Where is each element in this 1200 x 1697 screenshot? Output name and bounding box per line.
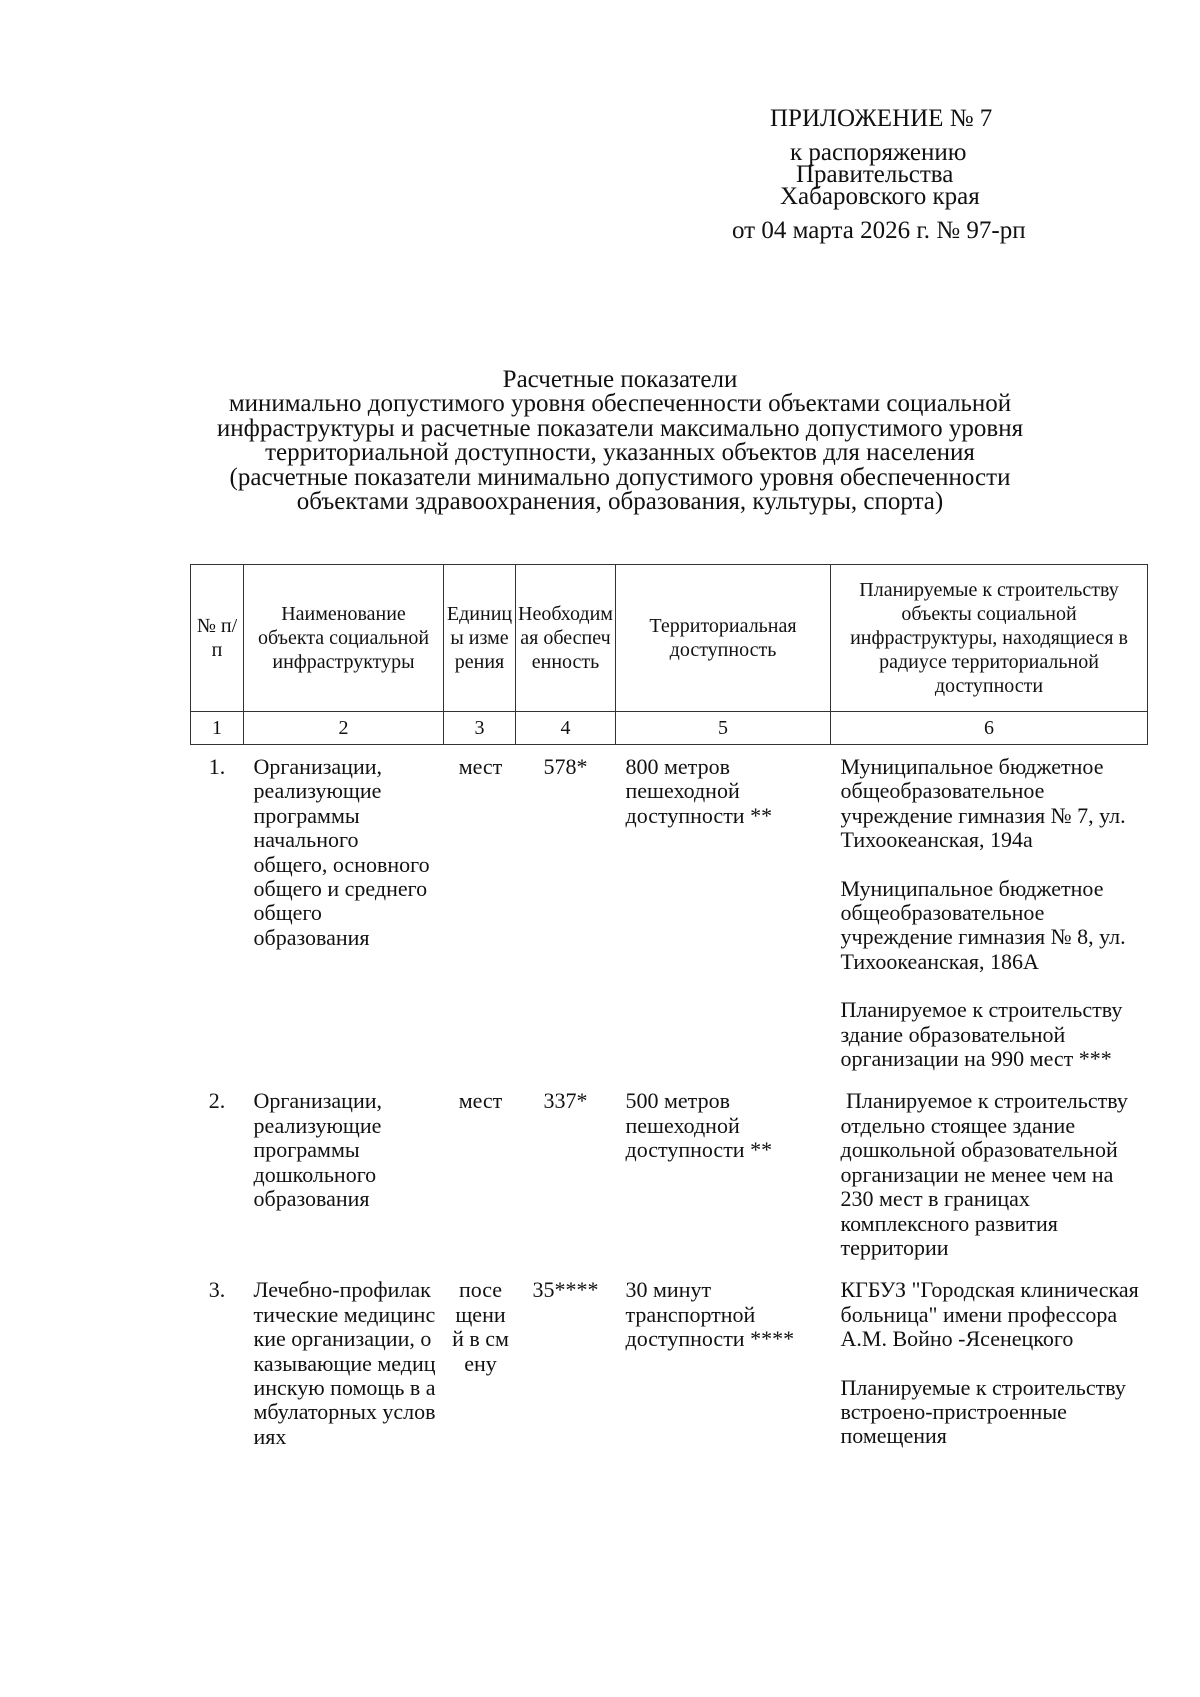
row-number: 2.: [208, 1088, 226, 1114]
planned-object: Планируемые к строительству встроено-пристроенные помещения: [840, 1374, 1126, 1449]
header-territorial-access: Территориальная доступность: [616, 565, 831, 712]
appendix-number: ПРИЛОЖЕНИЕ № 7: [770, 105, 993, 132]
planned-objects: [831, 745, 1148, 1080]
row-number: 3.: [208, 1277, 226, 1303]
required-provision: 35****: [532, 1277, 599, 1303]
header-planned-objects: Планируемые к строительству объекты социальной инфраструктуры, находящиеся в радиусе территориальной доступности: [831, 565, 1148, 712]
planned-object: Муниципальное бюджетное общеобразовательное учреждение гимназия № 7, ул. Тихоокеанская, 194а: [840, 754, 1126, 853]
title-line: инфраструктуры и расчетные показатели максимально допустимого уровня: [216, 414, 1024, 442]
column-numbers-row: [191, 712, 1148, 745]
table-row: [191, 745, 1148, 1080]
title-line: объектами здравоохранения, образования, культуры, спорта): [296, 488, 944, 516]
required-provision: 578*: [543, 754, 588, 779]
territorial-access: 30 минут транспортной доступности ****: [625, 1277, 795, 1352]
header-unit: Единицы измерения: [444, 565, 516, 712]
header-number: № п/п: [191, 565, 244, 712]
column-number: 1: [191, 712, 244, 745]
unit-of-measure: мест: [458, 754, 503, 779]
required-provision: 337*: [543, 1088, 588, 1114]
object-name: Организации, реализующие программы дошкольного образования: [253, 1088, 382, 1212]
territorial-access: 800 метров пешеходной доступности **: [625, 754, 773, 828]
column-number: 6: [831, 712, 1148, 745]
column-number: 3: [444, 712, 516, 745]
region-label: Хабаровского края: [780, 183, 980, 210]
order-reference: к распоряжению: [790, 139, 967, 166]
title-line: (расчетные показатели минимально допустимого уровня обеспеченности: [229, 463, 1011, 491]
planned-objects: [831, 1268, 1148, 1457]
indicators-table: [190, 564, 1148, 1457]
document-title: [140, 368, 1100, 514]
planned-object: Планируемое к строительству отдельно стоящее здание дошкольной образовательной организации не менее чем на 230 мест в границах комплексного развития территории: [840, 1088, 1134, 1260]
planned-object: Муниципальное бюджетное общеобразовательное учреждение гимназия № 8, ул. Тихоокеанская, 186А: [840, 875, 1126, 974]
order-date: от 04 марта 2026 г. № 97-рп: [732, 217, 1026, 244]
unit-of-measure: посещений в смену: [452, 1277, 509, 1376]
header-required-provision: Необходимая обеспеченность: [516, 565, 616, 712]
row-number: 1.: [208, 754, 226, 779]
title-line: минимально допустимого уровня обеспеченности объектами социальной: [228, 390, 1012, 418]
unit-of-measure: мест: [458, 1088, 503, 1114]
table-header-row: [191, 565, 1148, 712]
column-number: 5: [616, 712, 831, 745]
territorial-access: 500 метров пешеходной доступности **: [625, 1088, 773, 1163]
header-object-name: Наименование объекта социальной инфраструктуры: [244, 565, 444, 712]
title-line: Расчетные показатели: [502, 366, 738, 393]
planned-objects: [831, 1079, 1148, 1268]
planned-object: Планируемое к строительству здание образовательной организации на 990 мест ***: [840, 997, 1123, 1072]
title-line: территориальной доступности, указанных объектов для населения: [265, 439, 975, 467]
column-number: 4: [516, 712, 616, 745]
table-row: [191, 1079, 1148, 1268]
planned-object: КГБУЗ "Городская клиническая больница" имени профессора А.М. Войно -Ясенецкого: [840, 1277, 1139, 1352]
government-label: Правительства: [796, 161, 954, 188]
object-name: Лечебно-профилактические медицинские организации, оказывающие медицинскую помощь в амбулаторных условиях: [253, 1277, 436, 1449]
column-number: 2: [244, 712, 444, 745]
object-name: Организации, реализующие программы начального общего, основного общего и среднего общего образования: [253, 754, 430, 950]
table-row: [191, 1268, 1148, 1457]
